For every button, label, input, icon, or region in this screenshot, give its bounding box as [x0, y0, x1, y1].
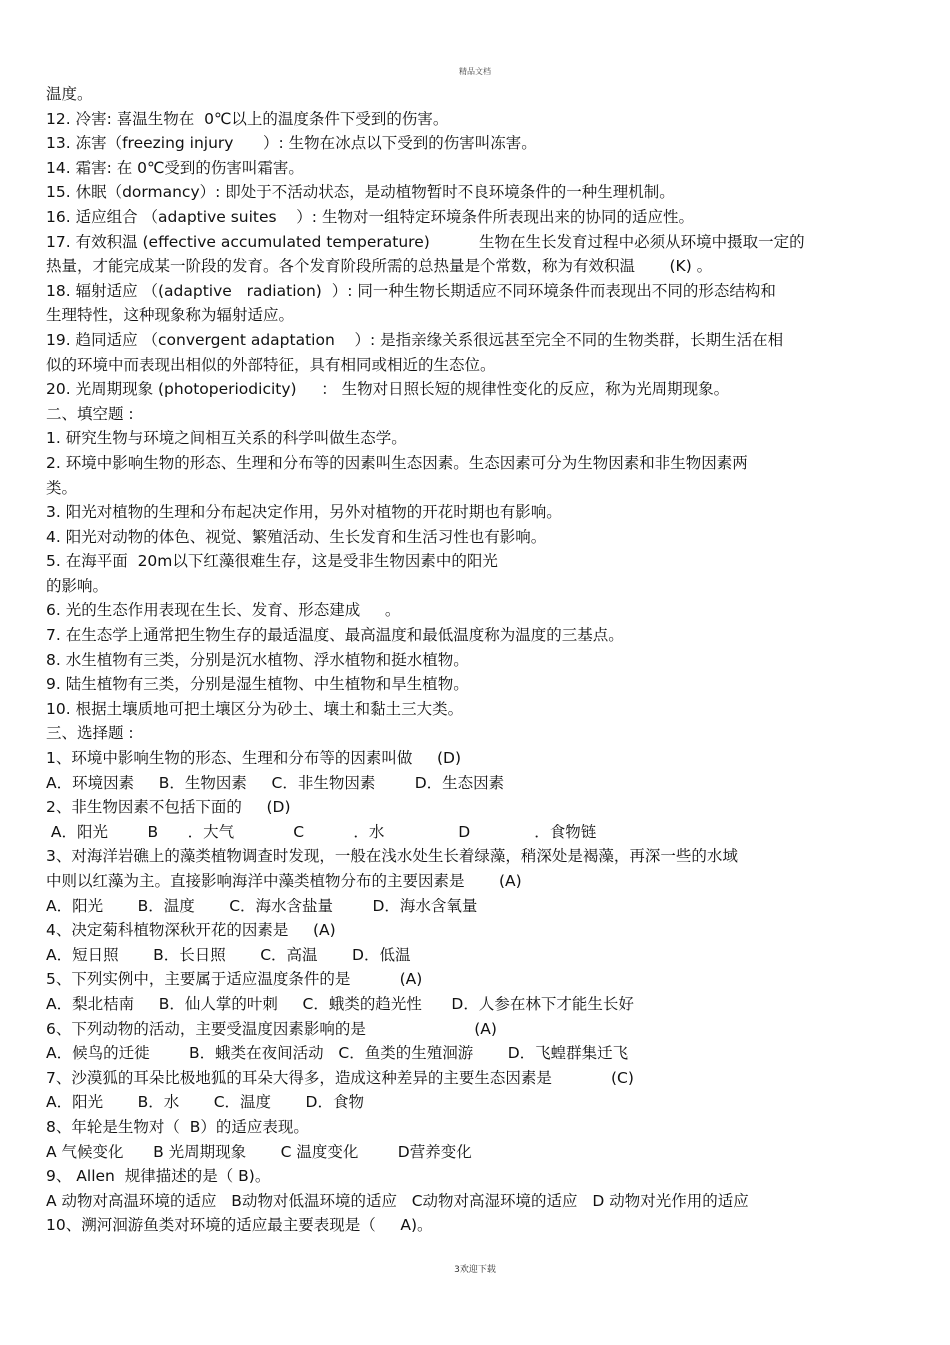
document-body — [46, 82, 896, 1238]
text-line: 14. 霜害: 在 0℃受到的伤害叫霜害。 — [46, 158, 304, 177]
options-line: A．阳光 B．水 C．温度 D．食物 — [46, 1093, 364, 1112]
question-line: 8、年轮是生物对（ B）的适应表现。 — [46, 1117, 309, 1136]
text-line: 温度。 — [46, 85, 93, 103]
text-line: 似的环境中而表现出相似的外部特征，具有相同或相近的生态位。 — [46, 355, 496, 374]
options-line: A．阳光 B．温度 C．海水含盐量 D．海水含氧量 — [46, 896, 478, 915]
question-line: 4、决定菊科植物深秋开花的因素是 (A) — [46, 921, 336, 940]
text-line: 10. 根据土壤质地可把土壤区分为砂土、壤土和黏土三大类。 — [46, 699, 464, 718]
options-line: A．短日照 B．长日照 C．高温 D．低温 — [46, 945, 411, 964]
text-line: 7. 在生态学上通常把生物生存的最适温度、最高温度和最低温度称为温度的三基点。 — [46, 626, 624, 645]
question-line: 6、下列动物的活动，主要受温度因素影响的是 (A) — [46, 1019, 497, 1038]
text-line: 9. 陆生植物有三类，分别是湿生植物、中生植物和旱生植物。 — [46, 675, 469, 694]
text-line: 5. 在海平面 20m以下红藻很难生存，这是受非生物因素中的阳光 — [46, 552, 498, 571]
text-line: 热量，才能完成某一阶段的发育。各个发育阶段所需的总热量是个常数，称为有效积温 (K) 。 — [46, 257, 713, 276]
options-line: A．梨北桔南 B．仙人掌的叶刺 C．蛾类的趋光性 D．人参在林下才能生长好 — [46, 994, 634, 1013]
options-line: A 气候变化 B 光周期现象 C 温度变化 D营养变化 — [46, 1142, 472, 1161]
text-line: 类。 — [46, 478, 78, 497]
section-heading: 三、选择题 : — [46, 724, 134, 743]
options-line: A 动物对高温环境的适应 B动物对低温环境的适应 C动物对高湿环境的适应 D 动物对光作用的适应 — [46, 1191, 749, 1210]
text-line: 17. 有效积温 (effective accumulated temperature) 生物在生长发育过程中必须从环境中摄取一定的 — [46, 232, 805, 251]
text-line: 19. 趋同适应 （convergent adaptation ）: 是指亲缘关系很远甚至完全不同的生物类群，长期生活在相 — [46, 330, 784, 349]
page-footer: 3欢迎下载 — [454, 1265, 496, 1275]
section-heading: 二、填空题 : — [46, 404, 134, 423]
options-line: A．环境因素 B．生物因素 C．非生物因素 D．生态因素 — [46, 773, 505, 792]
text-line: 16. 适应组合 （adaptive suites ）: 生物对一组特定环境条件所表现出来的协同的适应性。 — [46, 207, 694, 226]
text-line: 4. 阳光对动物的体色、视觉、繁殖活动、生长发育和生活习性也有影响。 — [46, 527, 547, 546]
text-line: 2. 环境中影响生物的形态、生理和分布等的因素叫生态因素。生态因素可分为生物因素和非生物因素两 — [46, 453, 748, 472]
question-line: 中则以红藻为主。直接影响海洋中藻类植物分布的主要因素是 (A) — [46, 872, 522, 890]
question-line: 3、对海洋岩礁上的藻类植物调查时发现，一般在浅水处生长着绿藻，稍深处是褐藻，再深一些的水域 — [46, 847, 738, 866]
question-line: 5、下列实例中，主要属于适应温度条件的是 (A) — [46, 970, 423, 989]
options-line: A．阳光 B ．大气 C ．水 D ．食物链 — [46, 822, 597, 841]
text-line: 20. 光周期现象 (photoperiodicity) ： 生物对日照长短的规律性变化的反应，称为光周期现象。 — [46, 380, 730, 399]
text-line: 13. 冻害（freezing injury ）: 生物在冰点以下受到的伤害叫冻害。 — [46, 134, 537, 153]
page-header: 精品文档 — [459, 67, 491, 76]
text-line: 3. 阳光对植物的生理和分布起决定作用，另外对植物的开花时期也有影响。 — [46, 503, 562, 522]
text-line: 15. 休眠（dormancy）: 即处于不活动状态，是动植物暂时不良环境条件的一种生理机制。 — [46, 183, 675, 202]
question-line: 2、非生物因素不包括下面的 (D) — [46, 798, 291, 817]
text-line: 的影响。 — [46, 576, 109, 595]
options-line: A．候鸟的迁徙 B．蛾类在夜间活动 C．鱼类的生殖洄游 D．飞蝗群集迁飞 — [46, 1044, 629, 1063]
text-line: 1. 研究生物与环境之间相互关系的科学叫做生态学。 — [46, 429, 407, 448]
text-line: 8. 水生植物有三类，分别是沉水植物、浮水植物和挺水植物。 — [46, 650, 469, 669]
text-line: 12. 冷害: 喜温生物在 0℃以上的温度条件下受到的伤害。 — [46, 109, 449, 128]
text-line: 生理特性，这种现象称为辐射适应。 — [46, 306, 295, 325]
question-line: 1、环境中影响生物的形态、生理和分布等的因素叫做 (D) — [46, 749, 462, 768]
text-line: 18. 辐射适应 （(adaptive radiation) ）: 同一种生物长期适应不同环境条件而表现出不同的形态结构和 — [46, 281, 776, 300]
text-line: 6. 光的生态作用表现在生长、发育、形态建成 。 — [46, 601, 401, 620]
question-line: 9、 Allen 规律描述的是（ B)。 — [46, 1167, 271, 1186]
question-line: 7、沙漠狐的耳朵比极地狐的耳朵大得多，造成这种差异的主要生态因素是 (C) — [46, 1068, 634, 1087]
question-line: 10、溯河洄游鱼类对环境的适应最主要表现是（ A)。 — [46, 1216, 433, 1235]
